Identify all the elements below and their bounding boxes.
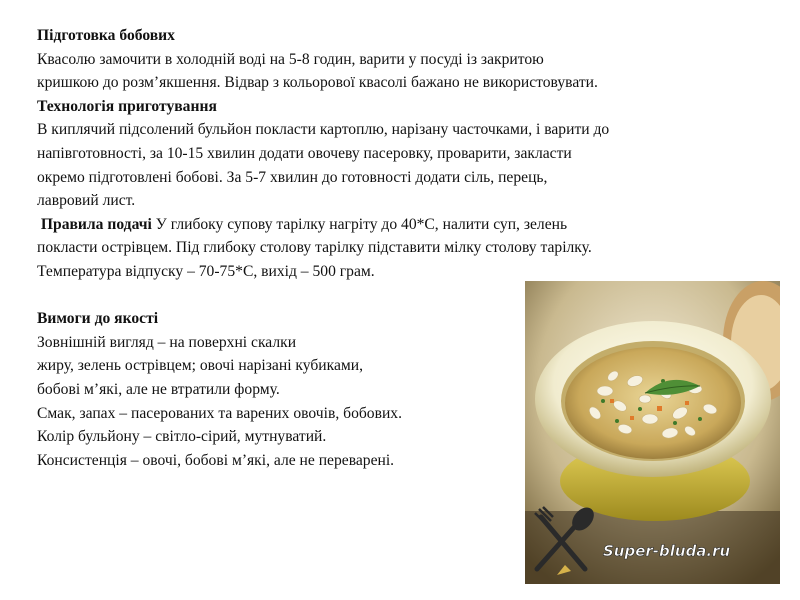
- serving-line-2: покласти острівцем. Під глибоку столову тарілку підставити мілку столову тарілку.: [37, 239, 592, 257]
- soup-photo: [525, 281, 780, 584]
- tech-line-2: напівготовності, за 10-15 хвилин додати овочеву пасеровку, проварити, закласти: [37, 144, 572, 162]
- serving-line-3: Температура відпуску – 70-75*С, вихід – 500 грам.: [37, 262, 375, 280]
- quality-line-6: Консистенція – овочі, бобові м’які, але не переварені.: [37, 451, 395, 469]
- quality-line-3: бобові м’які, але не втратили форму.: [37, 380, 280, 398]
- serving-line-1: [37, 213, 782, 237]
- quality-line-4: Смак, запах – пасерованих та варених овочів, бобових.: [37, 404, 402, 422]
- quality-heading: Вимоги до якості: [37, 310, 159, 328]
- tech-line-1: В киплячий підсолений бульйон покласти картоплю, нарізану часточками, і варити до: [37, 121, 610, 139]
- serving-line-1-rest: У глибоку супову тарілку нагріту до 40*С, налити суп, зелень: [151, 215, 568, 233]
- quality-line-1: Зовнішній вигляд – на поверхні скалки: [37, 333, 297, 351]
- tech-line-4: лавровий лист.: [37, 192, 136, 210]
- prep-line-2: кришкою до розм’якшення. Відвар з кольорової квасолі бажано не використовувати.: [37, 74, 598, 92]
- soup-bowl-illustration: [525, 281, 780, 584]
- watermark-text: Super-bluda.ru: [603, 542, 731, 560]
- tech-line-3: окремо підготовлені бобові. За 5-7 хвилин до готовності додати сіль, перець,: [37, 168, 548, 186]
- serving-heading: Правила подачі: [40, 215, 152, 233]
- quality-line-5: Колір бульйону – світло-сірий, мутнуватий.: [37, 428, 327, 446]
- tech-heading: Технологія приготування: [37, 97, 217, 115]
- quality-line-2: жиру, зелень острівцем; овочі нарізані кубиками,: [37, 357, 364, 375]
- prep-heading: Підготовка бобових: [37, 27, 175, 44]
- prep-line-1: Квасолю замочити в холодній воді на 5-8 годин, варити у посуді із закритою: [37, 50, 544, 68]
